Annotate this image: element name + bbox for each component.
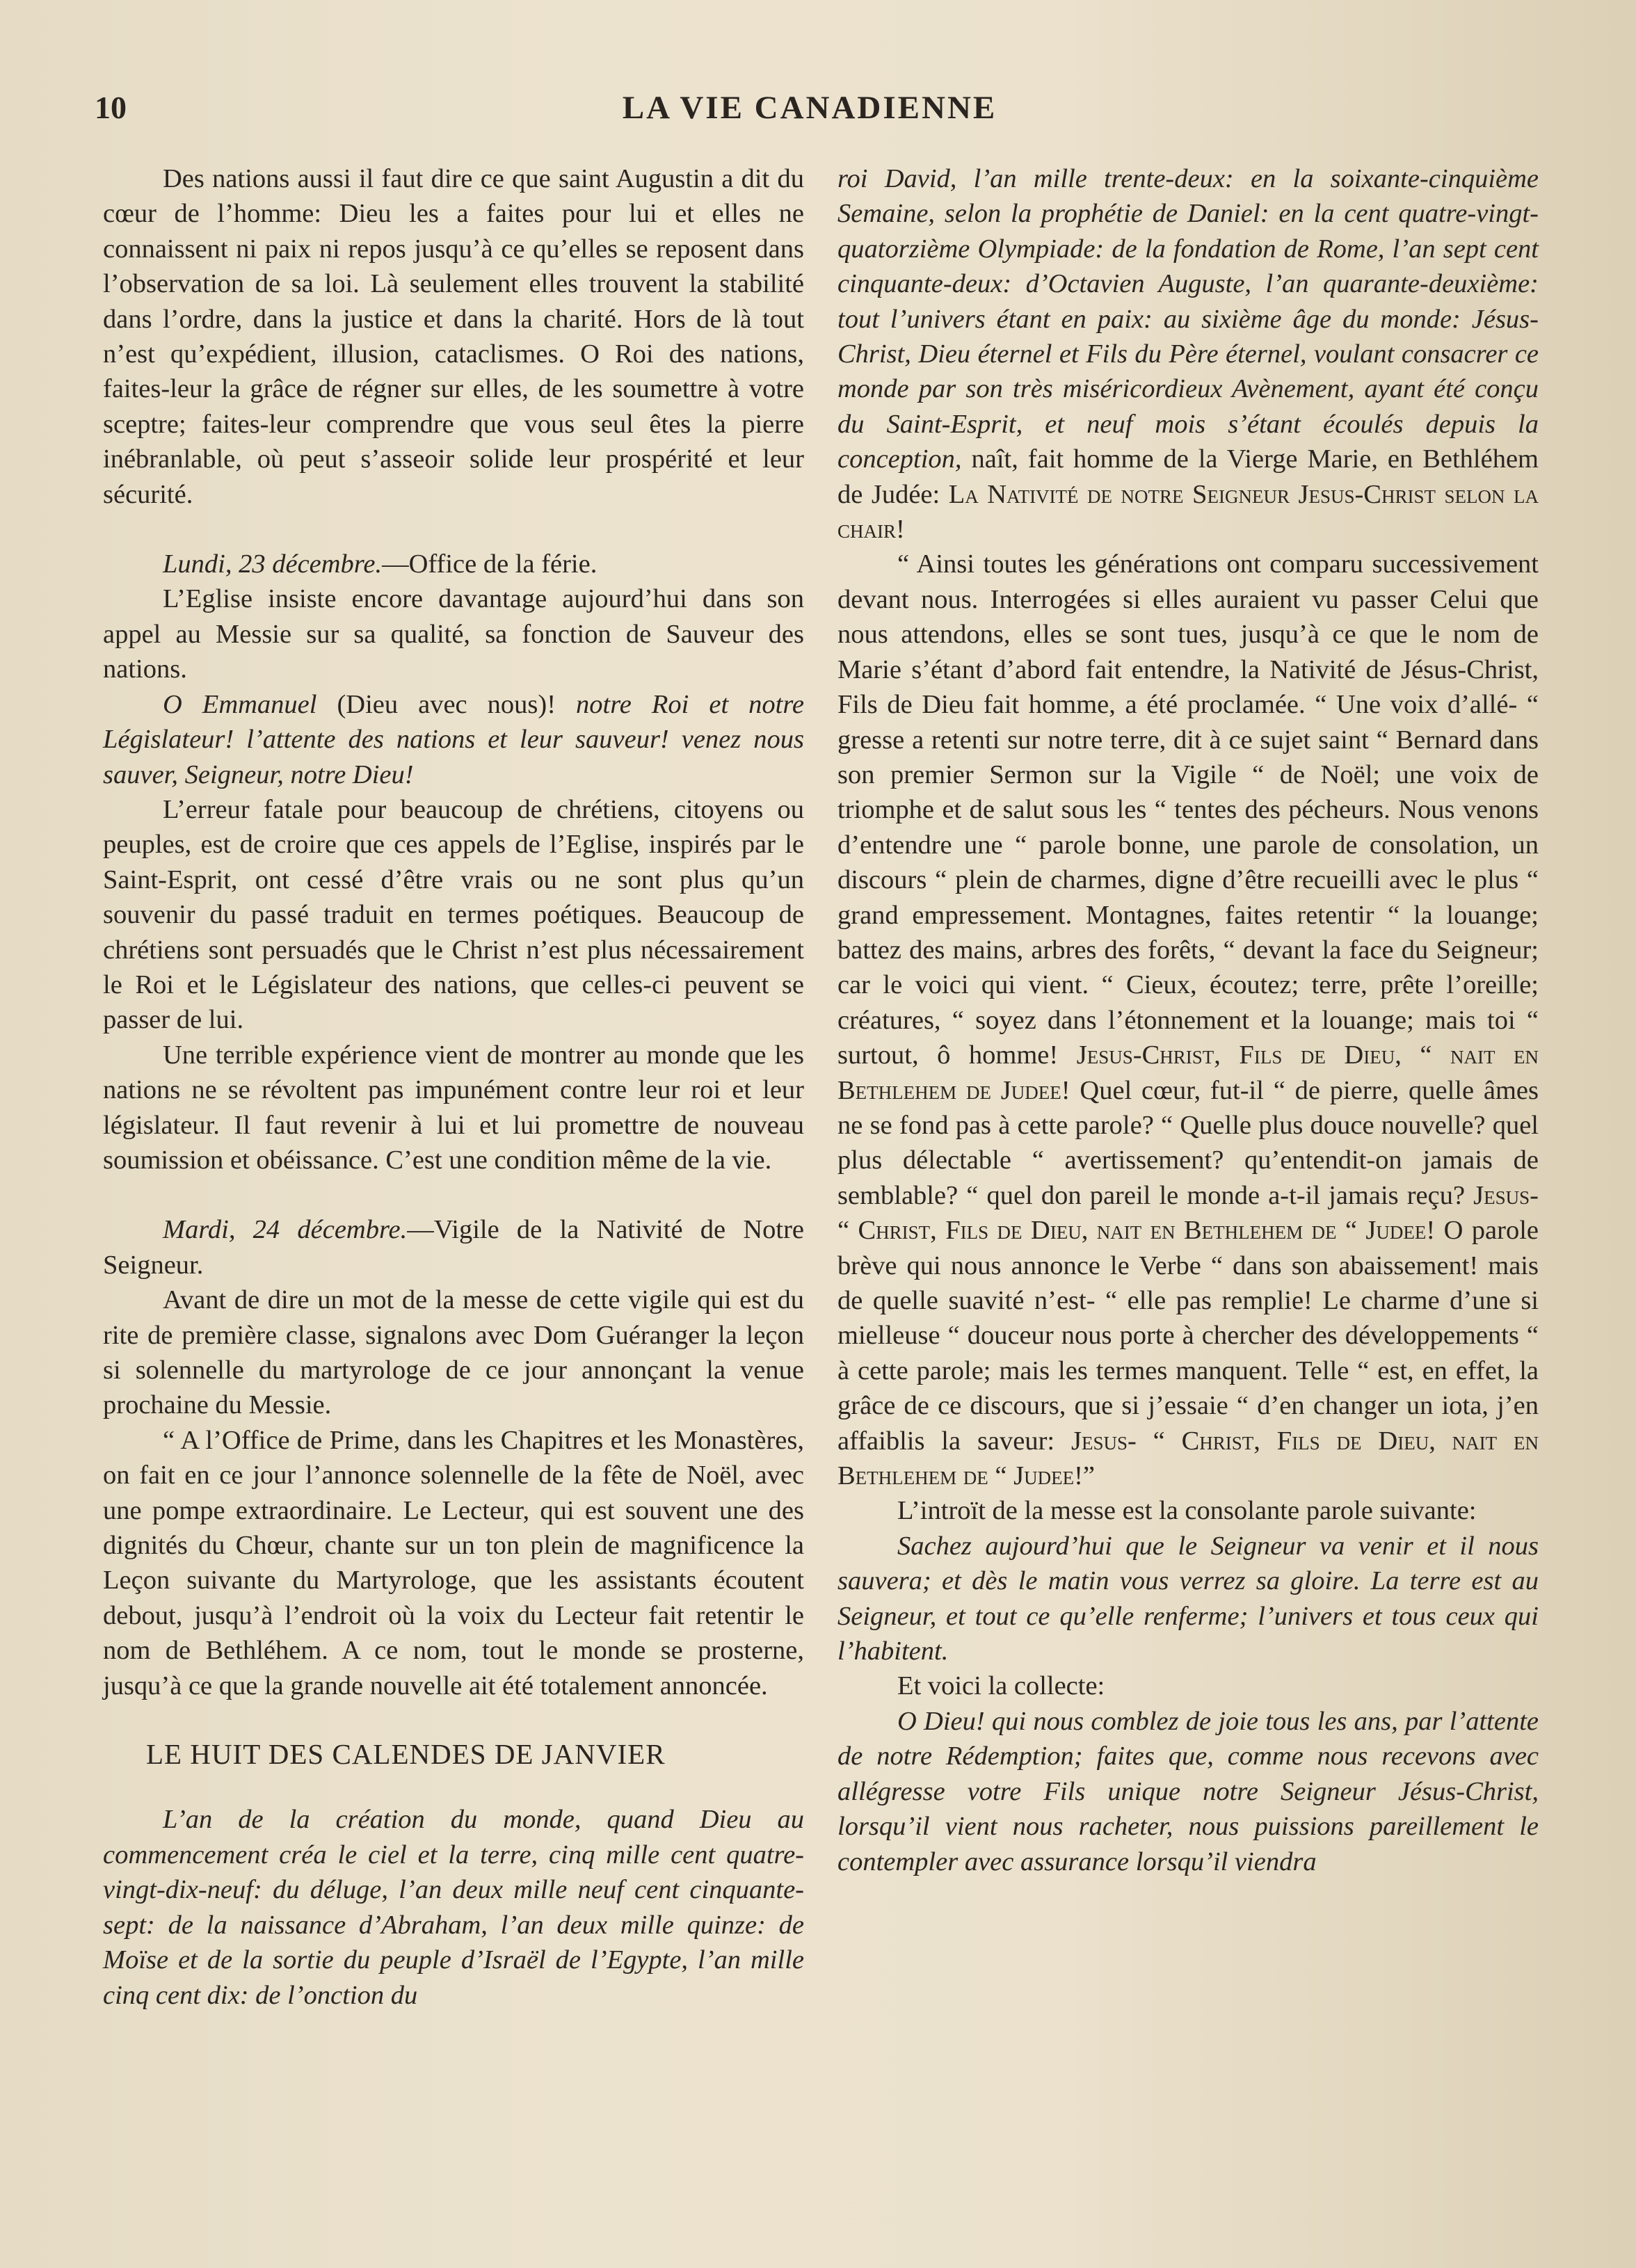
martyrology-continued-italic: roi David, l’an mille trente-deux: en la soixante-cinquième Semaine, selon la prophétie de Daniel: en la cent quatre-vingt-quatorzième Olympiade: de la fondation de Rome, l’an sept cent cinquante-deux: d’Octavien Auguste, l’an quarante-deuxième: tout l’univers étant en paix: au sixième âge du monde: Jésus-Christ, Dieu éternel et Fils du Père éternel, voulant consacrer ce monde par son très miséricordieux Avènement, ayant été conçu du Saint-Esprit, et neuf mois s’étant écoulés depuis la conception, xyxy=(837,164,1539,474)
bernard-text-1: “ Ainsi toutes les générations ont comparu successivement devant nous. Interrogées si elles auraient vu passer Celui que nous attendons, elles se sont tues, jusqu’à ce que le nom de Marie s’étant d’abord fait entendre, la Nativité de Jésus-Christ, Fils de Dieu fait homme, a été proclamée. “ Une voix d’allé- “ gresse a retenti sur notre terre, dit à ce sujet saint “ Bernard dans son premier Sermon sur la Vigile “ de Noël; une voix de triomphe et de salut sous les “ tentes des pécheurs. Nous venons d’entendre une “ parole bonne, une parole de consolation, un discours “ plein de charmes, digne d’être recueilli avec le plus “ grand empressement. Montagnes, faites retentir “ la louange; battez des mains, arbres des forêts, “ devant la face du Seigneur; car le voici qui vient. “ Cieux, écoutez; terre, prête l’oreille; créatures, “ soyez dans l’étonnement et la louange; mais toi “ surtout, ô homme! xyxy=(837,549,1539,1070)
page-header xyxy=(95,89,1525,131)
introit-text: Sachez aujourd’hui que le Seigneur va venir et il nous sauvera; et dès le matin vous verrez sa gloire. La terre est au Seigneur, et tout ce qu’elle renferme; l’univers et tous ceux qui l’habitent. xyxy=(837,1531,1539,1666)
paragraph-monday xyxy=(103,547,804,581)
paragraph-introit-intro: L’introït de la messe est la consolante parole suivante: xyxy=(897,1496,1477,1526)
paragraph-emmanuel xyxy=(103,687,804,792)
martyrology-text: L’an de la création du monde, quand Dieu au commencement créa le ciel et la terre, cinq mille cent quatre-vingt-dix-neuf: du déluge, l’an deux mille neuf cent cinquante-sept: de la naissance d’Abraham, l’an deux mille quinze: de Moïse et de la sortie du peuple d’Israël de l’Egypte, l’an mille cinq cent dix: de l’onction du xyxy=(103,1805,804,2010)
emmanuel-title: O Emmanuel xyxy=(163,689,317,719)
page-number: 10 xyxy=(95,90,127,125)
section-heading: LE HUIT DES CALENDES DE JANVIER xyxy=(146,1738,666,1771)
paragraph-erreur-fatale: L’erreur fatale pour beaucoup de chrétiens, citoyens ou peuples, est de croire que ces appels de l’Eglise, inspirés par le Saint-Esprit, ont cessé d’être vrais ou ne sont plus qu’un souvenir du passé traduit en termes poétiques. Beaucoup de chrétiens sont persuadés que le Christ n’est plus nécessairement le Roi et le Législateur des nations, que celles-ci peuvent se passer de lui. xyxy=(103,794,804,1035)
paragraph-saint-bernard xyxy=(837,547,1539,1493)
left-column xyxy=(103,161,804,2013)
paragraph-collecte xyxy=(837,1704,1539,1879)
monday-date: Lundi, 23 décembre. xyxy=(163,549,383,579)
paragraph-nations: Des nations aussi il faut dire ce que saint Augustin a dit du cœur de l’homme: Dieu les a faites pour lui et elles ne connaissent ni paix ni repos jusqu’à ce qu’elles se reposent dans l’observation de sa loi. Là seulement elles trouvent la stabilité dans l’ordre, dans la justice et dans la charité. Hors de là tout n’est qu’expédient, illusion, cataclismes. O Roi des nations, faites-leur la grâce de régner sur elles, de les soumettre à votre sceptre; faites-leur comprendre que vous seul êtes la pierre inébranlable, où peut s’asseoir solide leur prospérité et leur sécurité. xyxy=(103,164,804,509)
tuesday-date: Mardi, 24 décembre. xyxy=(163,1215,408,1245)
collecte-text: O Dieu! qui nous comblez de joie tous les ans, par l’attente de notre Rédemption; faites que, comme nous recevons avec allégresse votre Fils unique notre Seigneur Jésus-Christ, lorsqu’il vient nous racheter, nous puissions pareillement le contempler avec assurance lorsqu’il viendra xyxy=(837,1706,1539,1876)
bernard-text-2: Quel cœur, fut-il “ de pierre, quelle âmes ne se fond pas à cette parole? “ Quelle plus douce nouvelle? quel plus délectable “ avertissement? qu’entendit-on jamais de semblable? “ quel don pareil le monde a-t-il jamais reçu? xyxy=(837,1075,1539,1210)
bernard-proclamation-2: Jesus- “ Christ, Fils de Dieu, nait en Bethlehem de “ Judee! xyxy=(837,1180,1539,1246)
tuesday-office: —Vigile de la Nativité de Notre Seigneur. xyxy=(103,1215,805,1280)
emmanuel-gloss: (Dieu avec nous)! xyxy=(316,689,577,719)
paragraph-terrible-experience: Une terrible expérience vient de montrer au monde que les nations ne se révoltent pas impunément contre leur roi et leur législateur. Il faut revenir à lui et lui promettre de nouveau soumission et obéissance. C’est une condition même de la vie. xyxy=(103,1040,804,1175)
running-title: LA VIE CANADIENNE xyxy=(622,90,997,126)
monday-office: —Office de la férie. xyxy=(382,549,598,579)
paragraph-avant-de-dire: Avant de dire un mot de la messe de cette vigile qui est du rite de première classe, signalons avec Dom Guéranger la leçon si solennelle du martyrologe de ce jour annonçant la venue prochaine du Messie. xyxy=(103,1285,804,1420)
paragraph-martyrology xyxy=(103,1802,804,2012)
right-column xyxy=(837,161,1539,1879)
nativity-proclamation: La Nativité de notre Seigneur Jesus-Christ selon la chair! xyxy=(837,479,1539,545)
bernard-text-3: O parole brève qui nous annonce le Verbe “ dans son abaissement! mais de quelle suavité n’est- “ elle pas remplie! Le charme d’une si mielleuse “ douceur nous porte à chercher des développements “ à cette parole; mais les termes manquent. Telle “ est, en effet, la grâce de ce discours, que si j’essaie “ d’en changer un iota, j’en affaiblis la saveur: xyxy=(837,1216,1539,1456)
paragraph-introit xyxy=(837,1529,1539,1669)
bernard-proclamation-1: Jesus-Christ, Fils de Dieu, “ nait en Bethlehem de Judee! xyxy=(837,1040,1539,1105)
paragraph-martyrology-continued xyxy=(837,161,1539,547)
paragraph-eglise-insiste: L’Eglise insiste encore davantage aujourd’hui dans son appel au Messie sur sa qualité, sa fonction de Sauveur des nations. xyxy=(103,584,804,684)
bernard-close-quote: ” xyxy=(1082,1461,1095,1491)
bernard-proclamation-3: Jesus- “ Christ, Fils de Dieu, nait en Bethlehem de “ Judee! xyxy=(837,1426,1539,1491)
martyrology-continued-roman: naît, fait homme de la Vierge Marie, en Bethléhem de Judée: xyxy=(837,444,1539,509)
paragraph-office-de-prime: “ A l’Office de Prime, dans les Chapitres et les Monastères, on fait en ce jour l’annonce solennelle de la fête de Noël, avec une pompe extraordinaire. Le Lecteur, qui est souvent une des dignités du Chœur, chante sur un ton plein de magnificence la Leçon suivante du Martyrologe, que les assistants écoutent debout, jusqu’à l’endroit où la voix du Lecteur fait retentir le nom de Bethléhem. A ce nom, tout le monde se prosterne, jusqu’à ce que la grande nouvelle ait été totalement annoncée. xyxy=(103,1425,804,1700)
paragraph-collecte-intro: Et voici la collecte: xyxy=(897,1671,1105,1701)
emmanuel-antiphon: notre Roi et notre Législateur! l’attente des nations et leur sauveur! venez nous sauver, Seigneur, notre Dieu! xyxy=(103,689,804,789)
paragraph-tuesday xyxy=(103,1212,804,1282)
